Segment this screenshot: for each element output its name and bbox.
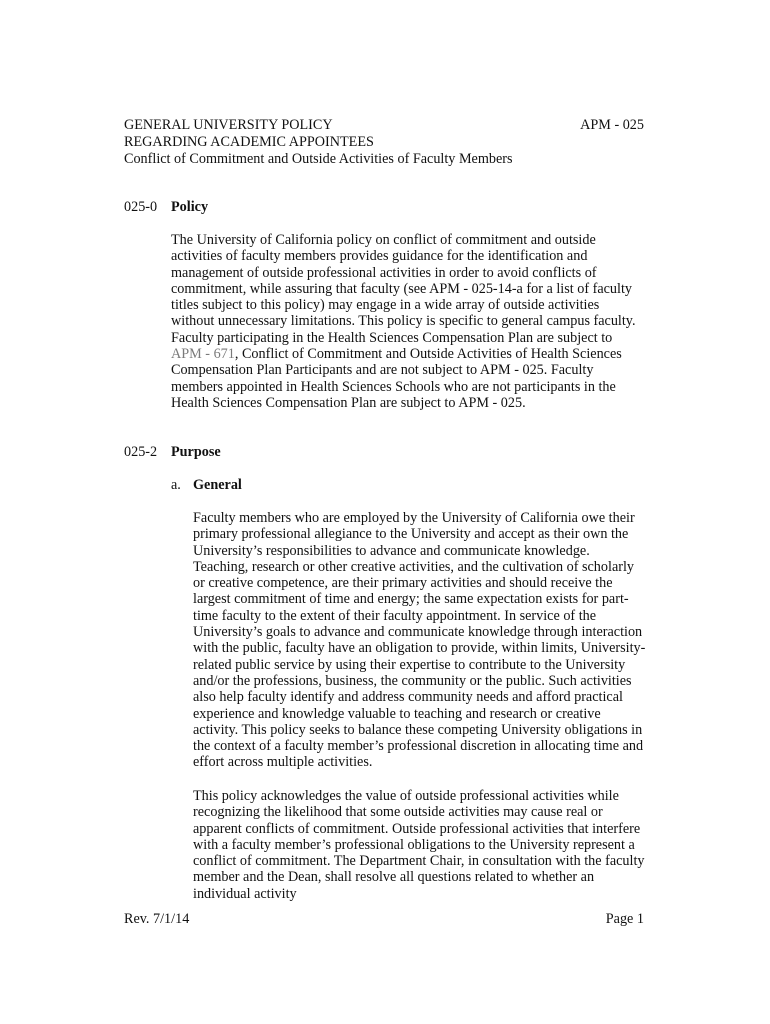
general-paragraph-2: This policy acknowledges the value of outside professional activities while recognizing the likelihood that some outside activities may cause real or apparent conflicts of commitment. Outside professional activities that interfere with a faculty member’s professional obligations to the University represent a conflict of commitment. The Department Chair, in consultation with the faculty member and the Dean, shall resolve all questions related to whether an individual activity xyxy=(193,788,645,902)
section-number-purpose: 025-2 xyxy=(124,444,158,460)
header-line-1: GENERAL UNIVERSITY POLICY xyxy=(124,117,333,133)
header-line-3: Conflict of Commitment and Outside Activities of Faculty Members xyxy=(124,151,513,167)
revision-date: Rev. 7/1/14 xyxy=(124,911,190,927)
apm-number: APM - 025 xyxy=(580,117,644,133)
subsection-title-general: General xyxy=(193,477,242,493)
header-line-2: REGARDING ACADEMIC APPOINTEES xyxy=(124,134,374,150)
policy-text-before-link: The University of California policy on conflict of commitment and outside activities of faculty members provides guidance for the identification and management of outside professional activities in order to avoid conflicts of commitment, while assuring that faculty (see APM - 025-14-a for a list of faculty titles subject to this policy) may engage in a wide array of outside activities without unnecessary limitations. This policy is specific to general campus faculty. Faculty participating in the Health Sciences Compensation Plan are subject to xyxy=(171,232,636,346)
section-number-policy: 025-0 xyxy=(124,199,158,215)
apm-671-link[interactable]: APM - 671 xyxy=(171,346,235,363)
policy-text-after-link: , Conflict of Commitment and Outside Activities of Health Sciences Compensation Plan Participants and are not subject to APM - 025. Faculty members appointed in Health Sciences Schools who are not participants in the Health Sciences Compensation Plan are subject to APM - 025. xyxy=(171,346,622,411)
section-title-purpose: Purpose xyxy=(171,444,221,460)
page-number: Page 1 xyxy=(605,911,644,927)
general-paragraph-1: Faculty members who are employed by the University of California owe their primary professional allegiance to the University and accept as their own the University’s responsibilities to advance and communicate knowledge. Teaching, research or other creative activities, and the cultivation of scholarly or creative competence, are their primary activities and should receive the largest commitment of time and energy; the same expectation exists for part-time faculty to the extent of their faculty appointment. In service of the University’s goals to advance and communicate knowledge through interaction with the public, faculty have an obligation to provide, within limits, University-related public service by using their expertise to contribute to the University and/or the professions, business, the community or the public. Such activities also help faculty identify and address community needs and afford practical experience and knowledge valuable to teaching and research or creative activity. This policy seeks to balance these competing University obligations in the context of a faculty member’s professional discretion in allocating time and effort across multiple activities. xyxy=(193,510,646,771)
subsection-letter-a: a. xyxy=(171,477,181,493)
section-title-policy: Policy xyxy=(171,199,209,215)
policy-paragraph xyxy=(171,232,643,411)
